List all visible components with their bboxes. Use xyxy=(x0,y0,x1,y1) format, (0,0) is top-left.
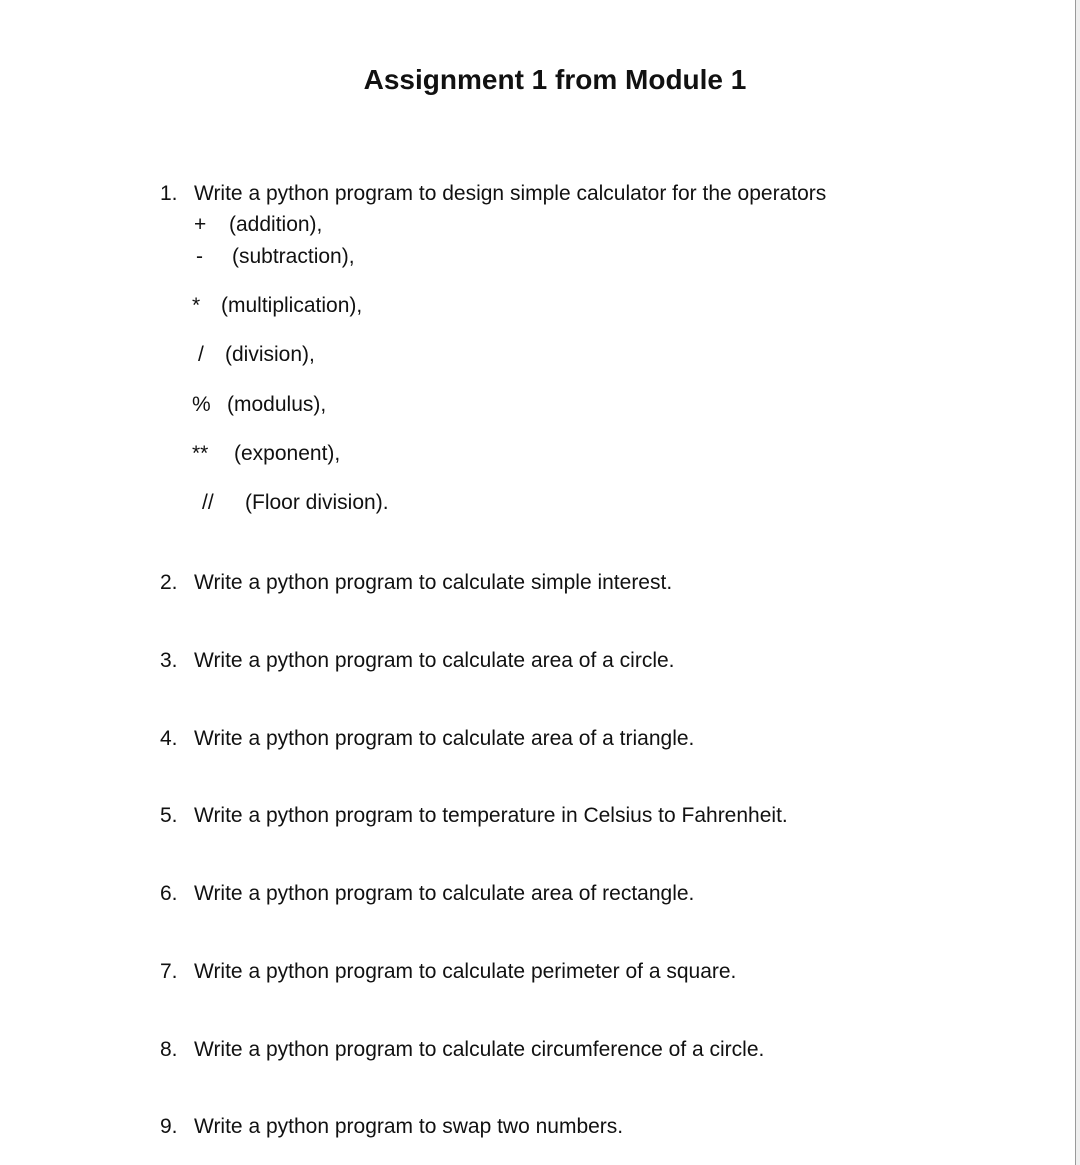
question-number: 9. xyxy=(160,1115,178,1138)
question-1 xyxy=(160,180,826,208)
operator-symbol: / xyxy=(198,343,204,366)
question-9 xyxy=(160,1113,623,1141)
page-title: Assignment 1 from Module 1 xyxy=(363,64,747,95)
operator-description: (addition), xyxy=(229,213,323,236)
question-3 xyxy=(160,647,675,675)
operator-description: (Floor division). xyxy=(245,491,389,514)
question-number: 8. xyxy=(160,1038,178,1061)
question-number: 1. xyxy=(160,182,178,205)
operator-symbol: * xyxy=(192,294,201,317)
question-text: Write a python program to design simple calculator for the operators xyxy=(194,182,827,205)
operator-description: (exponent), xyxy=(234,442,341,465)
question-text: Write a python program to temperature in Celsius to Fahrenheit. xyxy=(194,804,788,827)
operator-description: (division), xyxy=(225,343,315,366)
operator-symbol: ** xyxy=(192,442,209,465)
question-number: 4. xyxy=(160,727,178,750)
question-text: Write a python program to calculate simple interest. xyxy=(194,571,673,594)
question-text: Write a python program to calculate circumference of a circle. xyxy=(194,1038,765,1061)
question-7 xyxy=(160,958,736,986)
page-edge-divider xyxy=(1072,0,1080,1165)
question-5 xyxy=(160,802,788,830)
question-number: 5. xyxy=(160,804,178,827)
operator-symbol: + xyxy=(194,213,207,236)
question-number: 3. xyxy=(160,649,178,672)
question-text: Write a python program to swap two numbers. xyxy=(194,1115,624,1138)
question-text: Write a python program to calculate area of a circle. xyxy=(194,649,675,672)
question-4 xyxy=(160,725,694,753)
operator-symbol: % xyxy=(192,393,211,416)
question-number: 6. xyxy=(160,882,178,905)
question-6 xyxy=(160,880,694,908)
question-text: Write a python program to calculate area of a triangle. xyxy=(194,727,695,750)
question-text: Write a python program to calculate area of rectangle. xyxy=(194,882,695,905)
question-number: 7. xyxy=(160,960,178,983)
question-8 xyxy=(160,1036,764,1064)
operator-symbol: // xyxy=(202,491,214,514)
question-2 xyxy=(160,569,672,597)
question-number: 2. xyxy=(160,571,178,594)
question-text: Write a python program to calculate perimeter of a square. xyxy=(194,960,737,983)
operator-description: (subtraction), xyxy=(232,245,355,268)
operator-description: (modulus), xyxy=(227,393,327,416)
operator-symbol: - xyxy=(196,245,203,268)
operator-description: (multiplication), xyxy=(221,294,363,317)
